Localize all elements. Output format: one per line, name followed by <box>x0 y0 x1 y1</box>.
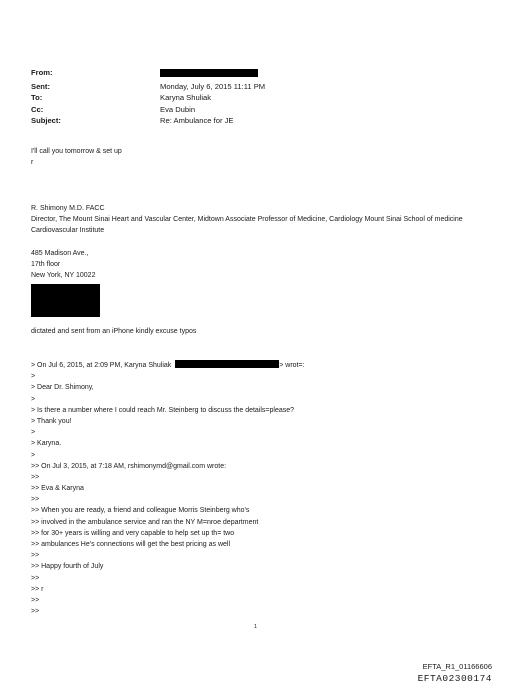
quoted-line: >> <box>31 552 40 560</box>
quoted-line: >> Happy fourth of July <box>31 563 104 571</box>
cc-value: Eva Dubin <box>160 104 196 114</box>
quoted-line: >> <box>31 473 40 481</box>
to-label: To: <box>31 93 43 103</box>
quoted-attribution-suffix: > wrot=: <box>279 362 305 369</box>
quoted-line <box>31 360 305 371</box>
signature-title: Director, The Mount Sinai Heart and Vascular Center, Midtown Associate Professor of Medicine, Cardiology Mount Sinai School of medicine Cardiovascular Institute <box>31 216 463 235</box>
quoted-thread <box>31 360 305 617</box>
quoted-line: >> involved in the ambulance service and ran the NY M=nroe department <box>31 518 259 526</box>
address-line: 485 Madison Ave., <box>31 250 89 257</box>
address-line: 17th floor <box>31 261 61 269</box>
sent-row <box>31 81 265 93</box>
quoted-line: >> <box>31 596 40 604</box>
redaction-bar <box>175 360 279 368</box>
quoted-line: >> Eva & Karyna <box>31 485 84 493</box>
to-value: Karyna Shuliak <box>160 93 212 103</box>
redaction-block <box>31 284 100 317</box>
signature-block <box>31 203 491 237</box>
from-label: From: <box>31 68 53 77</box>
subject-label: Subject: <box>31 116 61 126</box>
quoted-line: >> r <box>31 585 44 593</box>
bates-number-secondary: EFTA02300174 <box>417 673 492 684</box>
message-body <box>31 146 122 168</box>
quoted-line: > <box>31 451 36 459</box>
subject-row <box>31 115 265 127</box>
address-block <box>31 248 95 282</box>
email-header <box>31 67 265 127</box>
quoted-line: > <box>31 429 36 437</box>
quoted-line: >> <box>31 574 40 582</box>
subject-value: Re: Ambulance for JE <box>160 116 234 126</box>
quoted-line: >> for 30+ years is willing and very capable to help set up th= two <box>31 529 235 537</box>
sent-label: Sent: <box>31 81 50 91</box>
quoted-line: > Is there a number where I could reach Mr. Steinberg to discuss the details=please? <box>31 406 295 414</box>
quoted-line: > Thank you! <box>31 417 72 425</box>
quoted-line: > Dear Dr. Shimony, <box>31 384 94 392</box>
cc-label: Cc: <box>31 104 44 114</box>
from-row <box>31 67 265 81</box>
cc-row <box>31 104 265 116</box>
dictated-note: dictated and sent from an iPhone kindly excuse typos <box>31 328 197 335</box>
page-number: 1 <box>254 624 258 630</box>
from-value <box>160 67 258 81</box>
quoted-line: >> When you are ready, a friend and colleague Morris Steinberg who's <box>31 507 250 515</box>
address-line: New York, NY 10022 <box>31 272 96 280</box>
signature-name: R. Shimony M.D. FACC <box>31 205 105 212</box>
body-line: r <box>31 159 34 167</box>
quoted-line: > Karyna. <box>31 440 62 448</box>
quoted-line: >> <box>31 496 40 504</box>
bates-number-primary: EFTA_R1_01166606 <box>422 662 492 671</box>
sent-value: Monday, July 6, 2015 11:11 PM <box>160 81 266 91</box>
quoted-line: > <box>31 395 36 403</box>
body-line: I'll call you tomorrow & set up <box>31 148 122 155</box>
quoted-line: >> ambulances He's connections will get the best pricing as well <box>31 541 230 548</box>
quoted-attribution: > On Jul 6, 2015, at 2:09 PM, Karyna Shuliak <box>31 362 172 369</box>
redaction-bar <box>160 69 258 77</box>
to-row <box>31 92 265 104</box>
quoted-line: >> On Jul 3, 2015, at 7:18 AM, rshimonymd@gmail.com wrote: <box>31 462 227 470</box>
quoted-line: >> <box>31 608 40 616</box>
quoted-line: > <box>31 373 36 381</box>
